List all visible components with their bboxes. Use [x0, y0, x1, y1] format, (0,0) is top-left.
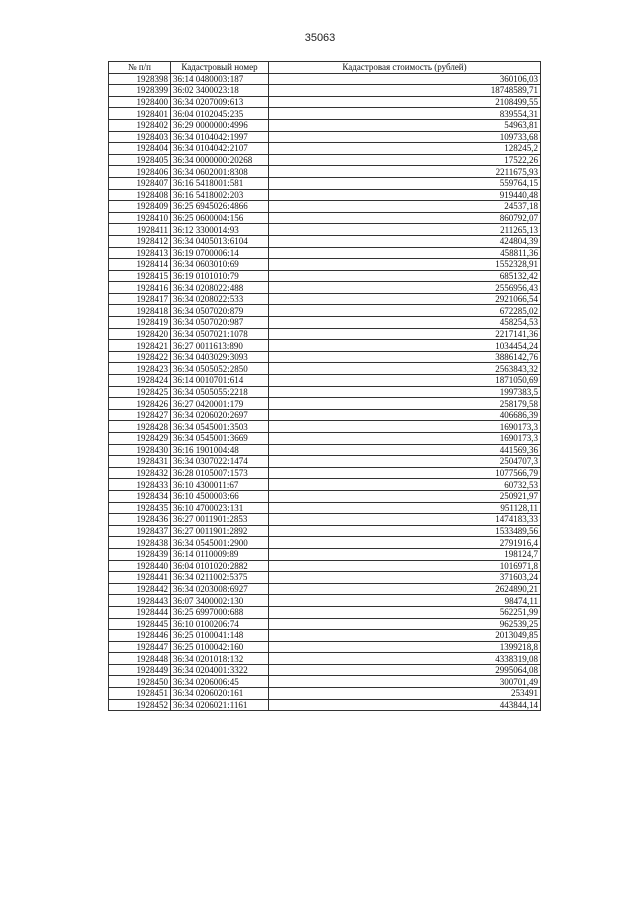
table-row: [109, 444, 541, 456]
cadastral-number-cell: 36:14 0480003:187: [171, 73, 269, 85]
row-number-cell: 1928421: [109, 340, 171, 352]
cadastral-value-cell: 2211675,93: [269, 166, 541, 178]
row-number-cell: 1928408: [109, 189, 171, 201]
row-number-cell: 1928423: [109, 363, 171, 375]
cadastral-number-cell: 36:34 0307022:1474: [171, 456, 269, 468]
table-row: [109, 351, 541, 363]
cadastral-value-cell: 2791916,4: [269, 537, 541, 549]
row-number-cell: 1928416: [109, 282, 171, 294]
cadastral-number-cell: 36:34 0206021:1161: [171, 699, 269, 711]
table-row: [109, 479, 541, 491]
table-row: [109, 525, 541, 537]
row-number-cell: 1928411: [109, 224, 171, 236]
row-number-cell: 1928419: [109, 317, 171, 329]
cadastral-number-cell: 36:25 6945026:4866: [171, 201, 269, 213]
cadastral-number-cell: 36:34 0208022:533: [171, 293, 269, 305]
row-number-cell: 1928426: [109, 398, 171, 410]
row-number-cell: 1928448: [109, 653, 171, 665]
header-cadastral-number: Кадастровый номер: [171, 62, 269, 74]
cadastral-value-cell: 1552328,91: [269, 259, 541, 271]
table-row: [109, 259, 541, 271]
row-number-cell: 1928409: [109, 201, 171, 213]
header-cadastral-value: Кадастровая стоимость (рублей): [269, 62, 541, 74]
cadastral-value-cell: 1690173,3: [269, 421, 541, 433]
table-row: [109, 548, 541, 560]
cadastral-value-cell: 1034454,24: [269, 340, 541, 352]
table-row: [109, 699, 541, 711]
cadastral-value-cell: 1016971,8: [269, 560, 541, 572]
cadastral-number-cell: 36:25 0100041:148: [171, 630, 269, 642]
cadastral-value-cell: 18748589,71: [269, 85, 541, 97]
cadastral-value-table: [108, 61, 541, 711]
cadastral-value-cell: 128245,2: [269, 143, 541, 155]
cadastral-number-cell: 36:34 0204001:3322: [171, 664, 269, 676]
row-number-cell: 1928451: [109, 688, 171, 700]
cadastral-number-cell: 36:16 5418001:581: [171, 177, 269, 189]
cadastral-number-cell: 36:34 0602001:8308: [171, 166, 269, 178]
cadastral-number-cell: 36:19 0101010:79: [171, 270, 269, 282]
table-row: [109, 537, 541, 549]
row-number-cell: 1928418: [109, 305, 171, 317]
table-row: [109, 630, 541, 642]
table-row: [109, 235, 541, 247]
cadastral-value-cell: 2556956,43: [269, 282, 541, 294]
cadastral-value-cell: 860792,07: [269, 212, 541, 224]
header-row-number: № п/п: [109, 62, 171, 74]
cadastral-number-cell: 36:34 0206020:2697: [171, 409, 269, 421]
row-number-cell: 1928444: [109, 606, 171, 618]
table-row: [109, 688, 541, 700]
row-number-cell: 1928439: [109, 548, 171, 560]
cadastral-value-cell: 250921,97: [269, 490, 541, 502]
cadastral-value-cell: 2624890,21: [269, 583, 541, 595]
table-row: [109, 386, 541, 398]
table-row: [109, 305, 541, 317]
row-number-cell: 1928435: [109, 502, 171, 514]
cadastral-number-cell: 36:34 0545001:2900: [171, 537, 269, 549]
table-row: [109, 166, 541, 178]
row-number-cell: 1928398: [109, 73, 171, 85]
cadastral-number-cell: 36:34 0405013:6104: [171, 235, 269, 247]
cadastral-number-cell: 36:25 0100042:160: [171, 641, 269, 653]
cadastral-number-cell: 36:25 6997000:688: [171, 606, 269, 618]
table-row: [109, 433, 541, 445]
table-row: [109, 490, 541, 502]
cadastral-number-cell: 36:02 3400023:18: [171, 85, 269, 97]
cadastral-number-cell: 36:27 0420001:179: [171, 398, 269, 410]
row-number-cell: 1928428: [109, 421, 171, 433]
cadastral-value-cell: 2504707,3: [269, 456, 541, 468]
table-header: [109, 62, 541, 74]
row-number-cell: 1928422: [109, 351, 171, 363]
row-number-cell: 1928443: [109, 595, 171, 607]
cadastral-value-cell: 458254,53: [269, 317, 541, 329]
cadastral-number-cell: 36:34 0545001:3669: [171, 433, 269, 445]
row-number-cell: 1928436: [109, 514, 171, 526]
row-number-cell: 1928432: [109, 467, 171, 479]
cadastral-number-cell: 36:34 0507021:1078: [171, 328, 269, 340]
row-number-cell: 1928434: [109, 490, 171, 502]
table-body: [109, 73, 541, 711]
cadastral-number-cell: 36:34 0104042:2107: [171, 143, 269, 155]
table-row: [109, 282, 541, 294]
table-row: [109, 502, 541, 514]
row-number-cell: 1928406: [109, 166, 171, 178]
cadastral-value-cell: 1077566,79: [269, 467, 541, 479]
cadastral-number-cell: 36:34 0507020:879: [171, 305, 269, 317]
table-row: [109, 73, 541, 85]
cadastral-number-cell: 36:19 0700006:14: [171, 247, 269, 259]
table-row: [109, 583, 541, 595]
cadastral-value-cell: 424804,39: [269, 235, 541, 247]
cadastral-value-cell: 198124,7: [269, 548, 541, 560]
cadastral-value-cell: 443844,14: [269, 699, 541, 711]
cadastral-value-cell: 2217141,36: [269, 328, 541, 340]
cadastral-value-cell: 2013049,85: [269, 630, 541, 642]
table-row: [109, 363, 541, 375]
row-number-cell: 1928413: [109, 247, 171, 259]
table-row: [109, 212, 541, 224]
cadastral-value-cell: 962539,25: [269, 618, 541, 630]
cadastral-value-cell: 951128,11: [269, 502, 541, 514]
cadastral-value-cell: 2108499,55: [269, 96, 541, 108]
cadastral-number-cell: 36:34 0206020:161: [171, 688, 269, 700]
table-row: [109, 467, 541, 479]
cadastral-number-cell: 36:34 0104042:1997: [171, 131, 269, 143]
table-row: [109, 96, 541, 108]
cadastral-number-cell: 36:14 0010701:614: [171, 375, 269, 387]
table-row: [109, 664, 541, 676]
row-number-cell: 1928430: [109, 444, 171, 456]
table-row: [109, 201, 541, 213]
row-number-cell: 1928429: [109, 433, 171, 445]
table-row: [109, 154, 541, 166]
cadastral-number-cell: 36:27 0011901:2892: [171, 525, 269, 537]
cadastral-value-cell: 406686,39: [269, 409, 541, 421]
cadastral-value-cell: 2921066,54: [269, 293, 541, 305]
cadastral-number-cell: 36:34 0603010:69: [171, 259, 269, 271]
cadastral-value-cell: 2995064,08: [269, 664, 541, 676]
table-row: [109, 572, 541, 584]
cadastral-number-cell: 36:34 0505052:2850: [171, 363, 269, 375]
table-row: [109, 375, 541, 387]
page-number: 35063: [304, 32, 336, 44]
cadastral-value-cell: 458811,36: [269, 247, 541, 259]
cadastral-value-cell: 839554,31: [269, 108, 541, 120]
table-row: [109, 177, 541, 189]
cadastral-number-cell: 36:10 4300011:67: [171, 479, 269, 491]
row-number-cell: 1928401: [109, 108, 171, 120]
table-row: [109, 247, 541, 259]
table-row: [109, 224, 541, 236]
row-number-cell: 1928414: [109, 259, 171, 271]
cadastral-number-cell: 36:34 0545001:3503: [171, 421, 269, 433]
cadastral-value-cell: 562251,99: [269, 606, 541, 618]
row-number-cell: 1928441: [109, 572, 171, 584]
cadastral-value-cell: 98474,11: [269, 595, 541, 607]
cadastral-value-cell: 685132,42: [269, 270, 541, 282]
table-row: [109, 618, 541, 630]
row-number-cell: 1928437: [109, 525, 171, 537]
table-row: [109, 606, 541, 618]
row-number-cell: 1928447: [109, 641, 171, 653]
cadastral-value-cell: 371603,24: [269, 572, 541, 584]
cadastral-value-cell: 54963,81: [269, 119, 541, 131]
cadastral-number-cell: 36:10 4700023:131: [171, 502, 269, 514]
cadastral-number-cell: 36:10 4500003:66: [171, 490, 269, 502]
cadastral-value-cell: 441569,36: [269, 444, 541, 456]
cadastral-number-cell: 36:34 0208022:488: [171, 282, 269, 294]
header-row: [109, 62, 541, 74]
cadastral-number-cell: 36:10 0100206:74: [171, 618, 269, 630]
row-number-cell: 1928415: [109, 270, 171, 282]
cadastral-number-cell: 36:34 0211002:5375: [171, 572, 269, 584]
table-row: [109, 398, 541, 410]
table-row: [109, 143, 541, 155]
row-number-cell: 1928449: [109, 664, 171, 676]
cadastral-value-cell: 3886142,76: [269, 351, 541, 363]
cadastral-value-cell: 1399218,8: [269, 641, 541, 653]
table-row: [109, 108, 541, 120]
cadastral-number-cell: 36:16 5418002:203: [171, 189, 269, 201]
table-row: [109, 514, 541, 526]
cadastral-number-cell: 36:28 0105007:1573: [171, 467, 269, 479]
cadastral-number-cell: 36:34 0403029:3093: [171, 351, 269, 363]
cadastral-value-cell: 559764,15: [269, 177, 541, 189]
row-number-cell: 1928433: [109, 479, 171, 491]
table-row: [109, 328, 541, 340]
cadastral-value-cell: 2563843,32: [269, 363, 541, 375]
row-number-cell: 1928425: [109, 386, 171, 398]
table-row: [109, 317, 541, 329]
table-row: [109, 131, 541, 143]
row-number-cell: 1928420: [109, 328, 171, 340]
cadastral-value-cell: 360106,03: [269, 73, 541, 85]
cadastral-value-cell: 1690173,3: [269, 433, 541, 445]
cadastral-value-cell: 253491: [269, 688, 541, 700]
table-row: [109, 340, 541, 352]
cadastral-value-cell: 258179,58: [269, 398, 541, 410]
row-number-cell: 1928431: [109, 456, 171, 468]
table-row: [109, 595, 541, 607]
cadastral-value-cell: 211265,13: [269, 224, 541, 236]
cadastral-value-cell: 300701,49: [269, 676, 541, 688]
row-number-cell: 1928450: [109, 676, 171, 688]
cadastral-value-cell: 4338319,08: [269, 653, 541, 665]
table-row: [109, 560, 541, 572]
table-row: [109, 676, 541, 688]
cadastral-number-cell: 36:04 0102045:235: [171, 108, 269, 120]
row-number-cell: 1928399: [109, 85, 171, 97]
row-number-cell: 1928438: [109, 537, 171, 549]
table-row: [109, 293, 541, 305]
row-number-cell: 1928417: [109, 293, 171, 305]
cadastral-number-cell: 36:34 0201018:132: [171, 653, 269, 665]
table-row: [109, 641, 541, 653]
cadastral-number-cell: 36:34 0507020:987: [171, 317, 269, 329]
cadastral-number-cell: 36:34 0203008:6927: [171, 583, 269, 595]
cadastral-number-cell: 36:04 0101020:2882: [171, 560, 269, 572]
row-number-cell: 1928400: [109, 96, 171, 108]
row-number-cell: 1928446: [109, 630, 171, 642]
cadastral-value-cell: 1533489,56: [269, 525, 541, 537]
cadastral-number-cell: 36:25 0600004:156: [171, 212, 269, 224]
cadastral-value-cell: 672285,02: [269, 305, 541, 317]
cadastral-value-cell: 60732,53: [269, 479, 541, 491]
table-row: [109, 653, 541, 665]
table-row: [109, 119, 541, 131]
row-number-cell: 1928452: [109, 699, 171, 711]
row-number-cell: 1928410: [109, 212, 171, 224]
table-row: [109, 189, 541, 201]
cadastral-value-cell: 1474183,33: [269, 514, 541, 526]
row-number-cell: 1928405: [109, 154, 171, 166]
row-number-cell: 1928442: [109, 583, 171, 595]
cadastral-number-cell: 36:29 0000000:4996: [171, 119, 269, 131]
row-number-cell: 1928440: [109, 560, 171, 572]
table-row: [109, 409, 541, 421]
cadastral-value-cell: 1871050,69: [269, 375, 541, 387]
cadastral-number-cell: 36:14 0110009:89: [171, 548, 269, 560]
row-number-cell: 1928445: [109, 618, 171, 630]
row-number-cell: 1928402: [109, 119, 171, 131]
row-number-cell: 1928403: [109, 131, 171, 143]
cadastral-value-cell: 17522,26: [269, 154, 541, 166]
cadastral-number-cell: 36:34 0000000:20268: [171, 154, 269, 166]
cadastral-number-cell: 36:27 0011901:2853: [171, 514, 269, 526]
cadastral-number-cell: 36:34 0505055:2218: [171, 386, 269, 398]
cadastral-number-cell: 36:34 0206006:45: [171, 676, 269, 688]
cadastral-number-cell: 36:27 0011613:890: [171, 340, 269, 352]
cadastral-number-cell: 36:07 3400002:130: [171, 595, 269, 607]
row-number-cell: 1928412: [109, 235, 171, 247]
cadastral-number-cell: 36:16 1901004:48: [171, 444, 269, 456]
cadastral-number-cell: 36:12 3300014:93: [171, 224, 269, 236]
row-number-cell: 1928404: [109, 143, 171, 155]
table-row: [109, 456, 541, 468]
row-number-cell: 1928407: [109, 177, 171, 189]
table-row: [109, 421, 541, 433]
table-row: [109, 85, 541, 97]
cadastral-value-cell: 1997383,5: [269, 386, 541, 398]
cadastral-value-cell: 24537,18: [269, 201, 541, 213]
row-number-cell: 1928424: [109, 375, 171, 387]
table-row: [109, 270, 541, 282]
cadastral-value-cell: 919440,48: [269, 189, 541, 201]
row-number-cell: 1928427: [109, 409, 171, 421]
cadastral-number-cell: 36:34 0207009:613: [171, 96, 269, 108]
cadastral-value-cell: 109733,68: [269, 131, 541, 143]
